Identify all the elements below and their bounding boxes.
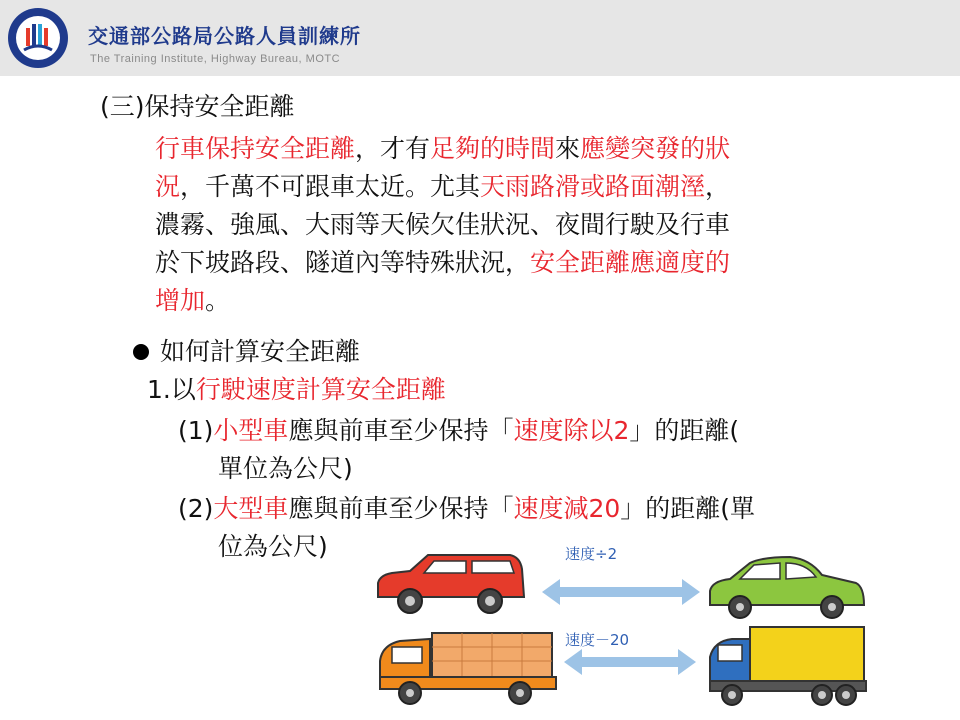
item-2-vehicle: 大型車 bbox=[213, 494, 289, 523]
section-heading: (三)保持安全距離 bbox=[100, 92, 295, 121]
paragraph-segment: 濃霧、強風、大雨等天候欠佳狀況、夜間行駛及行車 bbox=[155, 210, 731, 239]
subheading-1-red: 行駛速度計算安全距離 bbox=[195, 375, 446, 404]
paragraph-line bbox=[155, 206, 730, 244]
paragraph-segment: 於下坡路段、隧道內等特殊狀況 bbox=[155, 248, 506, 277]
subheading-1-prefix: 1.以 bbox=[147, 375, 196, 404]
institute-title-zh: 交通部公路局公路人員訓練所 bbox=[88, 24, 361, 48]
paragraph-segment: 來 bbox=[555, 134, 581, 163]
paragraph-segment: 足夠的時間 bbox=[430, 134, 556, 163]
bullet-text: 如何計算安全距離 bbox=[160, 337, 361, 366]
paragraph-segment: 應變突發的狀 bbox=[580, 134, 731, 163]
paragraph-line bbox=[155, 130, 730, 168]
item-2-tail: 」的距離(單 bbox=[620, 494, 756, 523]
paragraph-segment: 安全距離應適度的 bbox=[530, 248, 731, 277]
orange-truck-icon bbox=[380, 633, 556, 704]
item-1-vehicle: 小型車 bbox=[213, 416, 289, 445]
item-1-line-1 bbox=[178, 412, 739, 450]
item-2-line-2: 位為公尺) bbox=[218, 532, 328, 561]
item-2-rule: 速度減20 bbox=[513, 494, 621, 523]
label-speed-minus-20: 速度－20 bbox=[565, 631, 630, 649]
paragraph-segment: ，才有 bbox=[355, 134, 431, 163]
paragraph-line bbox=[155, 244, 730, 282]
item-1-tail: 」的距離( bbox=[629, 416, 740, 445]
item-1-rule: 速度除以2 bbox=[513, 416, 630, 445]
label-speed-div-2: 速度÷2 bbox=[565, 545, 618, 563]
safe-distance-illustration bbox=[370, 535, 870, 715]
item-1-number: (1) bbox=[178, 416, 214, 445]
paragraph-segment: 。 bbox=[205, 286, 231, 315]
paragraph-segment: 增加 bbox=[155, 286, 206, 315]
item-2-mid: 應與前車至少保持「 bbox=[288, 494, 514, 523]
item-2-number: (2) bbox=[178, 494, 214, 523]
green-car-icon bbox=[710, 557, 864, 618]
paragraph-segment: 況 bbox=[155, 172, 181, 201]
paragraph-segment: ， bbox=[505, 248, 531, 277]
institute-title-en: The Training Institute, Highway Bureau, MOTC bbox=[90, 53, 341, 65]
paragraph-segment: 行車保持安全距離 bbox=[155, 134, 356, 163]
header-bar bbox=[0, 0, 960, 76]
item-1-mid: 應與前車至少保持「 bbox=[288, 416, 514, 445]
red-car-icon bbox=[378, 555, 524, 613]
paragraph-segment: 天雨路滑或路面潮溼 bbox=[480, 172, 706, 201]
paragraph-line bbox=[155, 282, 230, 320]
item-1-line-2: 單位為公尺) bbox=[218, 454, 353, 483]
item-2-line-1 bbox=[178, 490, 755, 528]
institute-logo bbox=[6, 6, 70, 70]
bullet-dot bbox=[133, 344, 149, 360]
paragraph-line bbox=[155, 168, 730, 206]
paragraph-segment: ，千萬不可跟車太近。尤其 bbox=[180, 172, 481, 201]
blue-truck-icon bbox=[710, 627, 866, 705]
paragraph-segment: ， bbox=[705, 172, 731, 201]
double-arrow-top-icon bbox=[542, 579, 700, 605]
double-arrow-bottom-icon bbox=[564, 649, 696, 675]
subheading-1 bbox=[147, 371, 446, 409]
